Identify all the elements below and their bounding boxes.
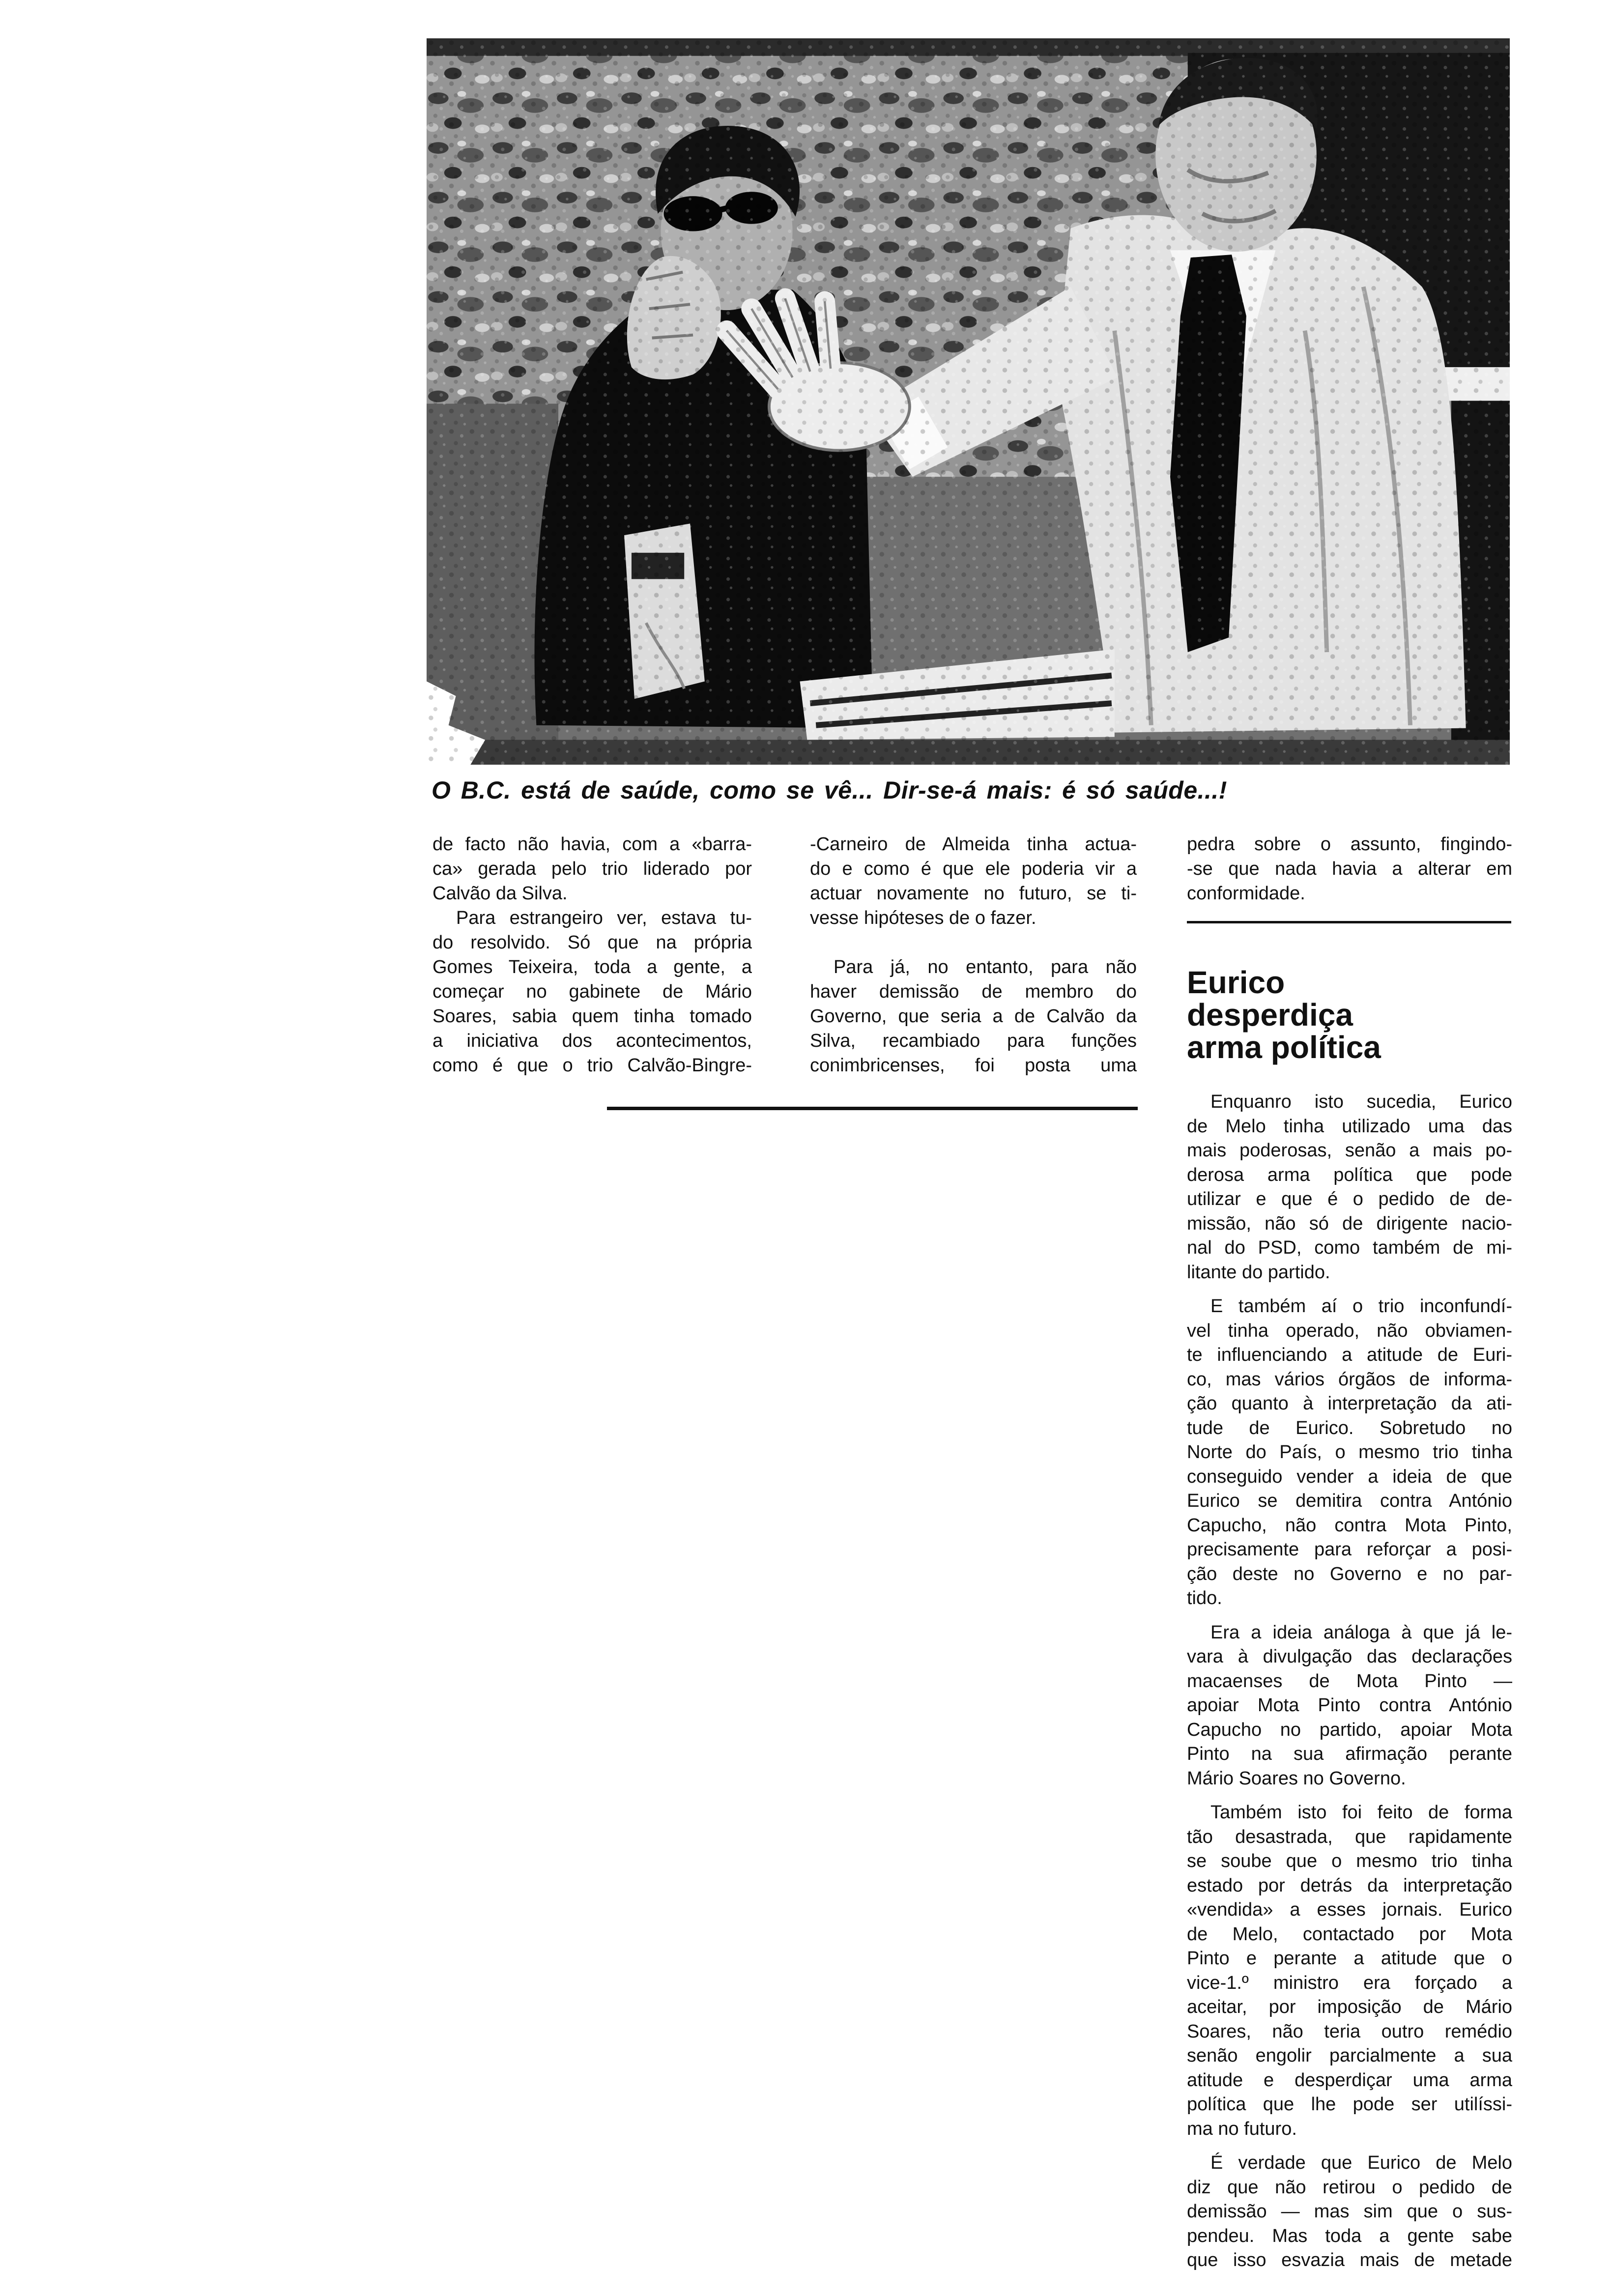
text-line: litante do partido. — [1187, 1262, 1330, 1283]
text-line: Norte do País, o mesmo trio tinha — [1187, 1442, 1512, 1463]
text-line: Para estrangeiro ver, estava tu- — [456, 908, 752, 928]
article-headline — [1187, 966, 1512, 1063]
text-line: Capucho no partido, apoiar Mota — [1187, 1719, 1512, 1740]
text-line: que isso esvazia mais de metade — [1187, 2250, 1512, 2270]
text-line: Pinto na sua afirmação perante — [1187, 1744, 1512, 1764]
text-line: conimbricenses, foi posta uma — [810, 1055, 1137, 1076]
text-line: de facto não havia, com a «barra- — [432, 834, 752, 855]
paragraph — [810, 832, 1137, 930]
text-line: demissão — mas sim que o sus- — [1187, 2201, 1512, 2222]
text-line: conformidade. — [1187, 883, 1305, 904]
column-2 — [810, 832, 1137, 1078]
paragraph — [1187, 1621, 1512, 1791]
text-line: missão, não só de dirigente nacio- — [1187, 1213, 1512, 1234]
text-line: precisamente para reforçar a posi- — [1187, 1539, 1512, 1560]
text-line: tão desastrada, que rapidamente — [1187, 1826, 1512, 1847]
text-line: tude de Eurico. Sobretudo no — [1187, 1417, 1512, 1438]
text-line: diz que não retirou o pedido de — [1187, 2177, 1512, 2198]
text-line: vel tinha operado, não obviamen- — [1187, 1320, 1512, 1341]
text-line: pendeu. Mas toda a gente sabe — [1187, 2225, 1512, 2246]
column-3-intro — [1187, 832, 1512, 906]
text-line: Eurico se demitira contra António — [1187, 1491, 1512, 1511]
paragraph — [432, 906, 752, 1078]
text-line: nal do PSD, como também de mi- — [1187, 1237, 1512, 1258]
news-photo — [427, 38, 1510, 765]
text-line: Soares, não teria outro remédio — [1187, 2021, 1512, 2042]
text-line: pedra sobre o assunto, fingindo- — [1187, 834, 1512, 855]
text-line: vice-1.º ministro era forçado a — [1187, 1972, 1512, 1993]
text-line: Gomes Teixeira, toda a gente, a — [432, 957, 752, 977]
text-line: E também aí o trio inconfundí- — [1210, 1296, 1512, 1317]
text-line: começar no gabinete de Mário — [432, 981, 752, 1002]
text-line: «vendida» a esses jornais. Eurico — [1187, 1899, 1512, 1920]
text-line: aceitar, por imposição de Mário — [1187, 1997, 1512, 2017]
text-line: Mário Soares no Governo. — [1187, 1768, 1406, 1789]
text-line: utilizar e que é o pedido de de- — [1187, 1189, 1512, 1209]
text-line: como é que o trio Calvão-Bingre- — [432, 1055, 752, 1076]
text-line: Silva, recambiado para funções — [810, 1031, 1137, 1051]
text-line: Para já, no entanto, para não — [834, 957, 1137, 977]
paragraph — [1187, 1090, 1512, 1285]
column-3-body — [1187, 1090, 1512, 2273]
text-line: Enquanro isto sucedia, Eurico — [1210, 1091, 1512, 1112]
paragraph — [1187, 832, 1512, 906]
paragraph — [1187, 1294, 1512, 1611]
text-line: ma no futuro. — [1187, 2118, 1297, 2139]
text-line: estado por detrás da interpretação — [1187, 1875, 1512, 1896]
headline-line: arma política — [1187, 1030, 1381, 1065]
text-line: de Melo tinha utilizado uma das — [1187, 1116, 1512, 1137]
text-line: política que lhe pode ser utilíssi- — [1187, 2094, 1512, 2115]
paragraph — [810, 955, 1137, 1078]
text-line: se soube que o mesmo trio tinha — [1187, 1851, 1512, 1871]
text-line: macaenses de Mota Pinto — — [1187, 1670, 1512, 1692]
photo-caption: O B.C. está de saúde, como se vê... Dir-se-á mais: é só saúde...! — [432, 776, 1227, 804]
text-line: haver demissão de membro do — [810, 981, 1137, 1002]
section-end-rule — [607, 1107, 1138, 1110]
text-line: Era a ideia análoga à que já le- — [1210, 1622, 1512, 1643]
text-line: ção deste no Governo e no par- — [1187, 1563, 1512, 1584]
text-line: ca» gerada pelo trio liderado por — [432, 859, 752, 879]
text-line: senão engolir parcialmente a sua — [1187, 2045, 1512, 2066]
text-line: de Melo, contactado por Mota — [1187, 1923, 1512, 1945]
text-line: co, mas vários órgãos de informa- — [1187, 1369, 1512, 1390]
text-line: actuar novamente no futuro, se ti- — [810, 883, 1137, 904]
paragraph — [432, 832, 752, 906]
text-line: atitude e desperdiçar uma arma — [1187, 2069, 1512, 2091]
text-line: Capucho, não contra Mota Pinto, — [1187, 1515, 1512, 1536]
column-divider-rule — [1187, 921, 1511, 923]
paragraph — [1187, 1801, 1512, 2141]
text-line: apoiar Mota Pinto contra António — [1187, 1695, 1512, 1716]
text-line: Pinto e perante a atitude que o — [1187, 1948, 1512, 1969]
text-line: Também isto foi feito de forma — [1210, 1802, 1512, 1823]
text-line: conseguido vender a ideia de que — [1187, 1466, 1512, 1487]
headline-line: desperdiça — [1187, 997, 1353, 1033]
text-line: mais poderosas, senão a mais po- — [1187, 1140, 1512, 1161]
headline-line: Eurico — [1187, 965, 1285, 1000]
text-line: do e como é que ele poderia vir a — [810, 859, 1137, 879]
halftone-grain — [427, 38, 1510, 765]
text-line: -se que nada havia a alterar em — [1187, 859, 1512, 879]
text-line: tido. — [1187, 1588, 1222, 1608]
text-line: a iniciativa dos acontecimentos, — [432, 1031, 752, 1051]
text-line: vesse hipóteses de o fazer. — [810, 908, 1036, 928]
paragraph — [1187, 2151, 1512, 2273]
text-line: vara à divulgação das declarações — [1187, 1646, 1512, 1667]
text-line: Calvão da Silva. — [432, 883, 568, 904]
text-line: do resolvido. Só que na própria — [432, 932, 752, 953]
text-line: ção quanto à interpretação da ati- — [1187, 1393, 1512, 1414]
text-line: É verdade que Eurico de Melo — [1210, 2152, 1512, 2173]
column-1 — [432, 832, 752, 1078]
text-line: Governo, que seria a de Calvão da — [810, 1006, 1137, 1027]
text-line: Soares, sabia quem tinha tomado — [432, 1006, 752, 1027]
text-line: te influenciando a atitude de Euri- — [1187, 1345, 1512, 1365]
text-line: -Carneiro de Almeida tinha actua- — [810, 834, 1137, 855]
text-line: derosa arma política que pode — [1187, 1164, 1512, 1185]
